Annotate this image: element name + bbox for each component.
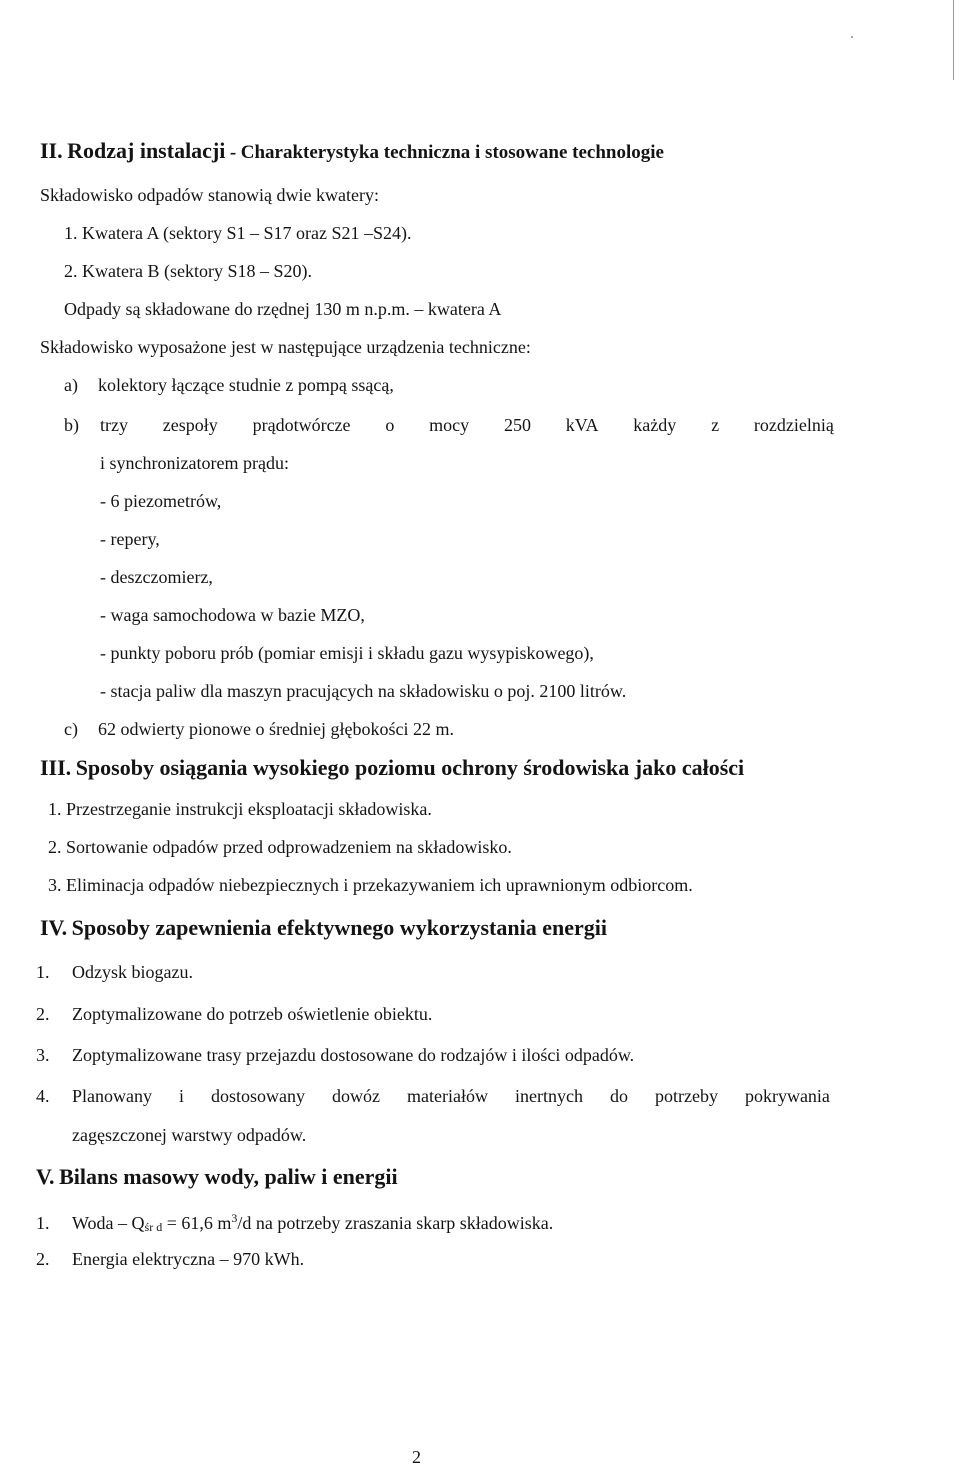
scan-edge-line xyxy=(953,0,954,80)
scan-speck xyxy=(851,36,853,38)
odpady-line: Odpady są składowane do rzędnej 130 m n.p.m. – kwatera A xyxy=(64,299,502,319)
page-number: 2 xyxy=(412,1447,421,1467)
item-a xyxy=(64,376,394,394)
section-4-item-4-word: materiałów xyxy=(407,1086,488,1106)
dash-item-stacja-paliw: - stacja paliw dla maszyn pracujących na składowisku o poj. 2100 litrów. xyxy=(100,681,627,701)
section-4-item-1-text: Odzysk biogazu. xyxy=(72,962,193,982)
item-a-marker: a) xyxy=(64,375,78,395)
item-c-text: 62 odwierty pionowe o średniej głębokości 22 m. xyxy=(98,719,454,739)
water-label: Woda – Q xyxy=(72,1213,145,1233)
item-c xyxy=(64,720,454,738)
section-2-title: Rodzaj instalacji xyxy=(67,138,226,163)
section-3-heading xyxy=(40,757,744,779)
section-4-item-4-continuation: zagęszczonej warstwy odpadów. xyxy=(72,1125,307,1145)
item-b-word: każdy xyxy=(633,415,677,435)
section-4-item-4-word: dowóz xyxy=(332,1086,381,1106)
section-5-number: V. xyxy=(36,1164,55,1189)
section-4-item-3-text: Zoptymalizowane trasy przejazdu dostosowane do rodzajów i ilości odpadów. xyxy=(72,1045,635,1065)
dash-item-punkty-poboru: - punkty poboru prób (pomiar emisji i składu gazu wysypiskowego), xyxy=(100,643,594,663)
dash-item-repery: - repery, xyxy=(100,529,160,549)
item-b-continuation: i synchronizatorem prądu: xyxy=(100,453,289,473)
section-2-subtitle: Charakterystyka techniczna i stosowane technologie xyxy=(240,142,664,163)
item-b-word: kVA xyxy=(565,415,599,435)
item-b-text xyxy=(100,416,834,434)
section-4-item-4-word: do xyxy=(609,1086,628,1106)
section-5-item-1-marker: 1. xyxy=(36,1213,50,1233)
item-b-word: o xyxy=(385,415,395,435)
section-5-heading xyxy=(36,1166,398,1188)
kwatera-b-line: 2. Kwatera B (sektory S18 – S20). xyxy=(64,261,312,281)
water-purpose: /d na potrzeby zraszania skarp składowiska. xyxy=(237,1213,554,1233)
item-b-word: zespoły xyxy=(162,415,218,435)
section-4-number: IV. xyxy=(40,915,68,940)
item-b-word: prądotwórcze xyxy=(252,415,351,435)
section-3-item-1: 1. Przestrzeganie instrukcji eksploatacji składowiska. xyxy=(48,799,432,819)
section-5-title: Bilans masowy wody, paliw i energii xyxy=(59,1164,398,1189)
section-4-heading xyxy=(40,917,607,939)
section-2-heading xyxy=(40,140,664,162)
item-b-word: 250 xyxy=(503,415,531,435)
section-4-item-4-text xyxy=(72,1087,830,1105)
water-superscript: 3 xyxy=(231,1211,238,1225)
energy-line: Energia elektryczna – 970 kWh. xyxy=(72,1249,305,1269)
item-a-text: kolektory łączące studnie z pompą ssącą, xyxy=(98,375,394,395)
section-4-item-4-word: dostosowany xyxy=(211,1086,306,1106)
item-b-word: trzy xyxy=(100,415,128,435)
section-4-title: Sposoby zapewnienia efektywnego wykorzystania energii xyxy=(71,915,607,940)
section-5-item-2-marker: 2. xyxy=(36,1249,50,1269)
section-5-item-1 xyxy=(36,1212,553,1233)
section-4-item-2 xyxy=(36,1005,432,1023)
section-4-item-4-word: i xyxy=(179,1086,185,1106)
section-4-item-2-marker: 2. xyxy=(36,1004,50,1024)
section-2-intro: Składowisko odpadów stanowią dwie kwatery: xyxy=(40,185,379,205)
dash-item-deszczomierz: - deszczomierz, xyxy=(100,567,213,587)
item-c-marker: c) xyxy=(64,719,78,739)
item-b-word: rozdzielnią xyxy=(753,415,834,435)
dash-item-piezometry: - 6 piezometrów, xyxy=(100,491,222,511)
item-b-marker: b) xyxy=(64,415,79,435)
section-4-item-1-marker: 1. xyxy=(36,962,50,982)
water-value: = 61,6 m xyxy=(162,1213,232,1233)
section-4-item-2-text: Zoptymalizowane do potrzeb oświetlenie obiektu. xyxy=(72,1004,433,1024)
section-4-item-3-marker: 3. xyxy=(36,1045,50,1065)
section-3-item-3: 3. Eliminacja odpadów niebezpiecznych i przekazywaniem ich uprawnionym odbiorcom. xyxy=(48,875,693,895)
dash-item-waga: - waga samochodowa w bazie MZO, xyxy=(100,605,365,625)
section-3-number: III. xyxy=(40,755,72,780)
section-4-item-1 xyxy=(36,963,193,981)
section-4-item-4-word: potrzeby xyxy=(654,1086,718,1106)
item-b-word: mocy xyxy=(429,415,470,435)
kwatera-a-line: 1. Kwatera A (sektory S1 – S17 oraz S21 –S24). xyxy=(64,223,412,243)
section-4-item-4-marker: 4. xyxy=(36,1086,50,1106)
section-3-item-2: 2. Sortowanie odpadów przed odprowadzeniem na składowisko. xyxy=(48,837,512,857)
water-subscript: śr d xyxy=(144,1220,163,1234)
section-2-dash: - xyxy=(229,142,237,163)
section-4-item-4-word: pokrywania xyxy=(744,1086,830,1106)
section-4-item-4-word: Planowany xyxy=(72,1086,152,1106)
section-5-item-2 xyxy=(36,1250,304,1268)
section-2-number: II. xyxy=(40,138,63,163)
section-3-title: Sposoby osiągania wysokiego poziomu ochrony środowiska jako całości xyxy=(75,755,745,780)
section-4-item-4-word: inertnych xyxy=(514,1086,583,1106)
item-b-word: z xyxy=(711,415,720,435)
equipment-intro: Składowisko wyposażone jest w następujące urządzenia techniczne: xyxy=(40,337,531,357)
section-4-item-3 xyxy=(36,1046,634,1064)
